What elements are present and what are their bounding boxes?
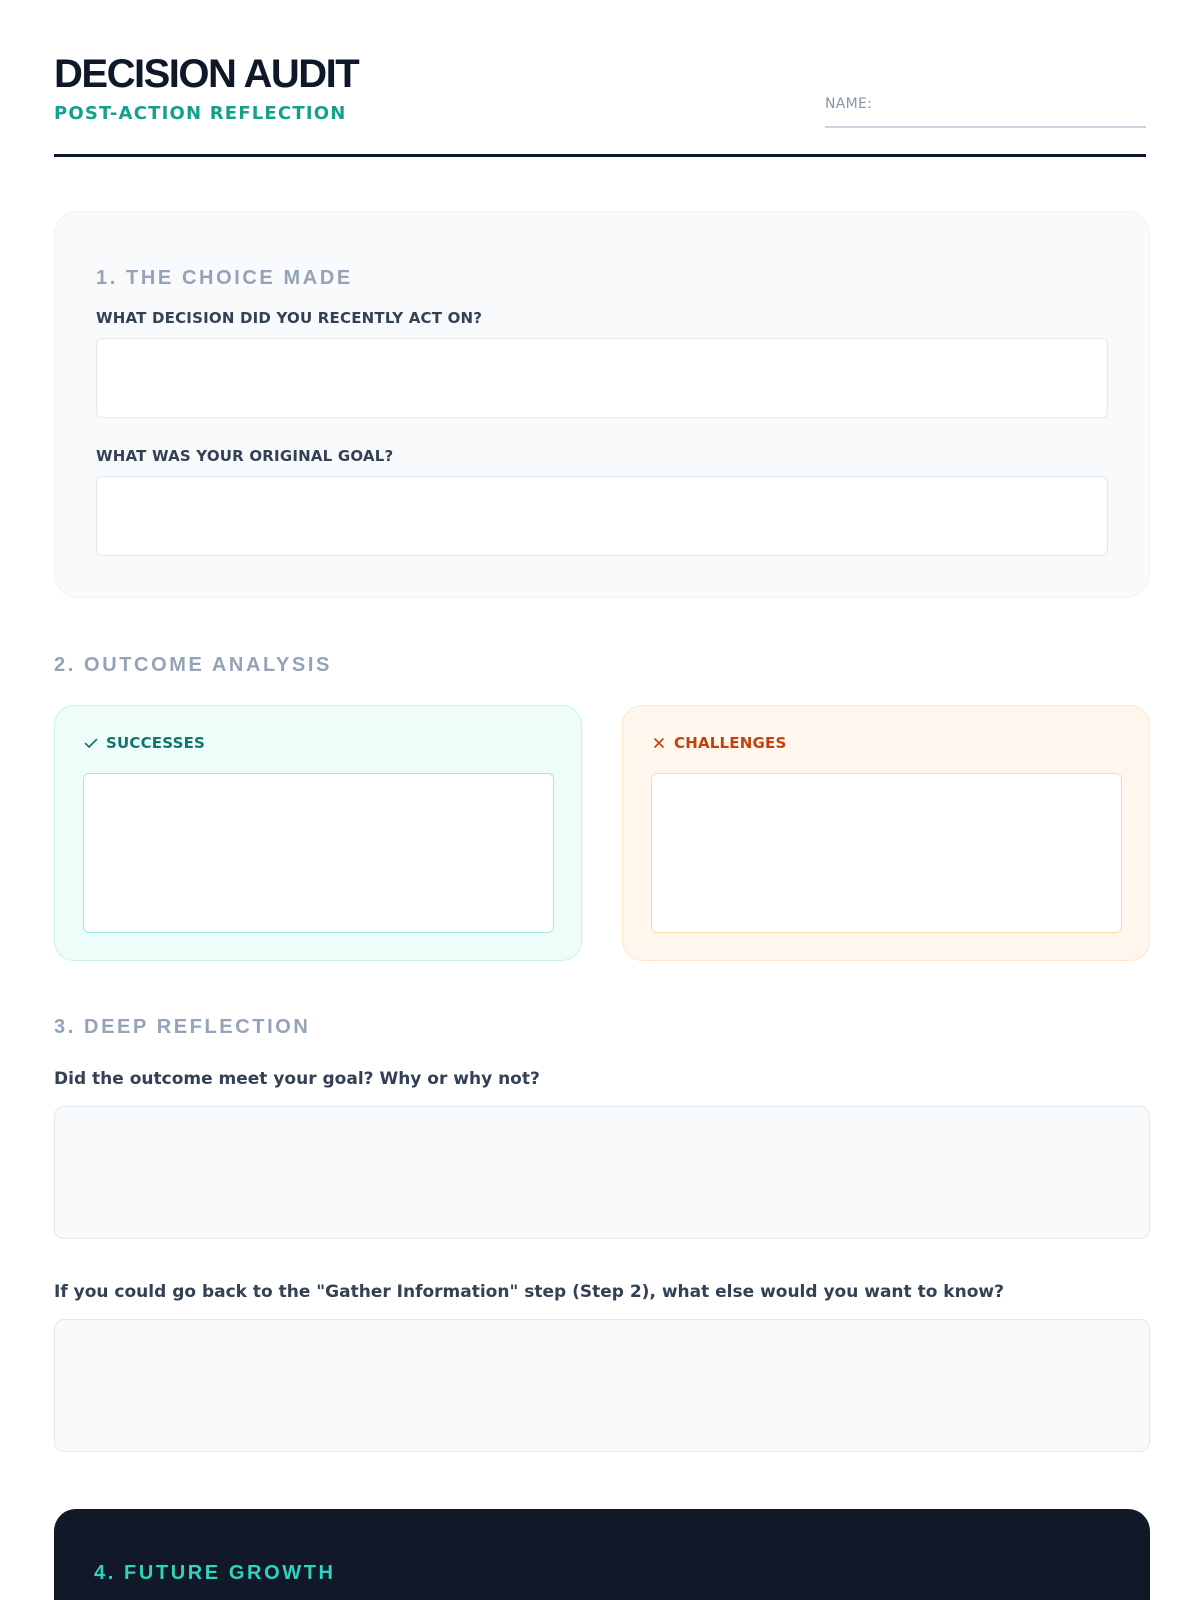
deep-reflection-heading: 3. DEEP REFLECTION <box>54 1016 311 1038</box>
successes-card <box>54 705 582 961</box>
gather-info-question: If you could go back to the "Gather Information" step (Step 2), what else would you want to know? <box>54 1282 1004 1302</box>
page-header <box>54 0 1146 157</box>
future-growth-heading: 4. FUTURE GROWTH <box>94 1562 336 1584</box>
future-growth-section <box>54 1509 1150 1600</box>
decision-answer-field[interactable] <box>96 338 1108 418</box>
name-field[interactable] <box>825 88 1146 128</box>
goal-met-answer-field[interactable] <box>54 1106 1150 1239</box>
page-subtitle: POST-ACTION REFLECTION <box>54 103 347 124</box>
choice-made-heading: 1. THE CHOICE MADE <box>96 267 353 289</box>
challenges-card <box>622 705 1150 961</box>
goal-met-question: Did the outcome meet your goal? Why or why not? <box>54 1069 540 1089</box>
x-icon <box>651 735 667 751</box>
successes-title <box>83 734 205 752</box>
outcome-analysis-heading: 2. OUTCOME ANALYSIS <box>54 654 332 676</box>
successes-label: SUCCESSES <box>106 734 206 752</box>
gather-info-answer-field[interactable] <box>54 1319 1150 1452</box>
goal-answer-field[interactable] <box>96 476 1108 556</box>
choice-made-section <box>54 211 1150 598</box>
page-title: DECISION AUDIT <box>54 52 359 96</box>
goal-question-label: WHAT WAS YOUR ORIGINAL GOAL? <box>96 447 394 465</box>
check-icon <box>83 735 99 751</box>
challenges-title <box>651 734 786 752</box>
decision-question-label: WHAT DECISION DID YOU RECENTLY ACT ON? <box>96 309 483 327</box>
successes-input[interactable] <box>83 773 554 933</box>
challenges-label: CHALLENGES <box>674 734 787 752</box>
challenges-input[interactable] <box>651 773 1122 933</box>
name-label: NAME: <box>825 96 873 112</box>
